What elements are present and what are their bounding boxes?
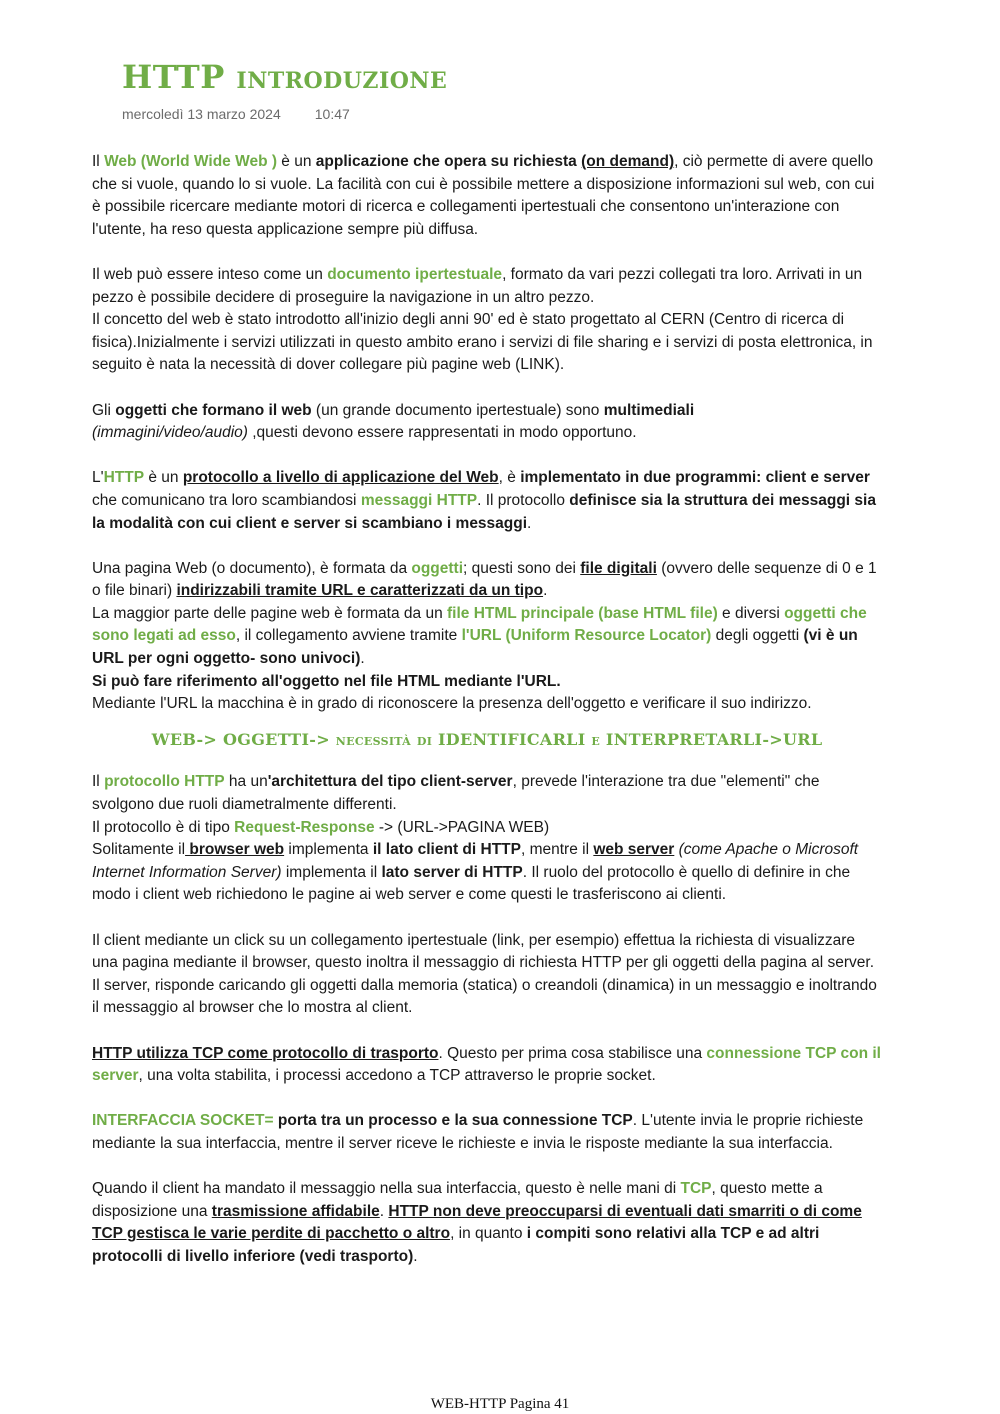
italic-run: (come Apache o Microsoft Internet Information Server): [92, 841, 859, 881]
highlight-run: connessione TCP con il server: [92, 1044, 881, 1085]
timestamp: [122, 106, 350, 122]
text-run: Una pagina Web (o documento), è formata da: [92, 559, 412, 577]
text-run: Il web può essere inteso come un: [92, 265, 328, 283]
underlined-run: protocollo a livello di applicazione del Web: [182, 469, 499, 487]
highlight-http: HTTP: [103, 469, 145, 487]
text-run: e diversi: [717, 604, 785, 622]
text-run: -> (URL->PAGINA WEB): [374, 818, 550, 836]
italic-run: (immagini/video/audio): [92, 424, 248, 442]
text-run: , il collegamento avviene tramite: [235, 627, 462, 645]
text-run: è un: [144, 469, 183, 487]
text-run: Solitamente il: [92, 841, 186, 859]
highlight-run: oggetti che sono legati ad esso: [92, 604, 867, 645]
text-run: . Il protocollo: [477, 491, 570, 509]
paragraph-hypertext: [92, 264, 882, 377]
underlined-run: indirizzabili tramite URL e caratterizzati da un tipo: [176, 582, 544, 600]
text-run: .: [413, 1247, 418, 1265]
text-run: . Il ruolo del protocollo è quello di definire in che modo i client web richiedono le pagine ai web server e come questi le trasferiscono ai clienti.: [92, 863, 851, 904]
bold-run: 'architettura del tipo client-server: [267, 773, 513, 791]
text-run: .: [360, 650, 365, 668]
bold-run: il lato client di HTTP: [372, 841, 521, 859]
text-run: Il: [92, 153, 105, 170]
text-run: Il client mediante un click su un collegamento ipertestuale (link, per esempio) effettua la richiesta di visualizzare una pagina mediante il browser, questo inoltra il messaggio di richiesta HTTP per gli oggetti della pagina al server. Il server, risponde caricando gli oggetti dalla memoria (statica) o creandoli (dinamica) in un messaggio e inoltrando il messaggio al browser che lo mostra al client.: [92, 931, 877, 1017]
text-run: ha un: [224, 773, 268, 791]
text-run: , in quanto: [450, 1225, 527, 1243]
bold-run: definisce sia la struttura dei messaggi sia la modalità con cui client e server si scambiano i messaggi: [92, 491, 876, 532]
text-run: . L'utente invia le proprie richieste mediante la sua interfaccia, mentre il server riceve le richieste e invia le risposte mediante la sua interfaccia.: [92, 1112, 864, 1152]
highlight-run: messaggi HTTP: [360, 491, 478, 509]
paragraph-socket: [92, 1110, 882, 1155]
underlined-run: web server: [593, 841, 675, 859]
underlined-run: HTTP non deve preoccuparsi di eventuali dati smarriti o di come TCP gestisca le varie perdite di pacchetto o altro: [92, 1202, 862, 1243]
text-run: La maggior parte delle pagine web è formata da un: [92, 604, 448, 622]
text-run: implementa il: [281, 863, 382, 881]
highlight-run: oggetti: [411, 559, 464, 577]
underlined-run: browser web: [185, 841, 285, 859]
text-run: Il protocollo è di tipo: [92, 818, 235, 836]
page-title: HTTP introduzione: [122, 58, 448, 96]
bold-run: i compiti sono relativi alla TCP e ad altri protocolli di livello inferiore (vedi trasporto): [92, 1225, 820, 1265]
paragraph-client-server: [92, 771, 882, 907]
highlight-run: l'URL (Uniform Resource Locator): [461, 627, 712, 645]
highlight-hypertext: documento ipertestuale: [327, 265, 503, 283]
bold-run: multimediali: [603, 401, 695, 419]
text-run: degli oggetti: [711, 627, 804, 645]
text-run: implementa: [284, 841, 373, 859]
text-run: (un grande documento ipertestuale) sono: [311, 401, 604, 419]
underlined-on-demand: (on demand): [581, 153, 675, 170]
underlined-run: trasmissione affidabile: [211, 1202, 380, 1220]
text-run: , una volta stabilita, i processi accedono a TCP attraverso le proprie socket.: [138, 1067, 656, 1085]
paragraph-reliability: [92, 1178, 882, 1268]
document-body: [92, 151, 882, 1291]
bold-run: applicazione che opera su richiesta: [315, 153, 582, 170]
text-run: Il concetto del web è stato introdotto all'inizio degli anni 90' ed è stato progettato al CERN (Centro di ricerca di fisica).Inizialmente i servizi utilizzati in questo ambito erano i servizi di file sharing e i servizi di posta elettronica, in seguito è nata la necessità di dover collegare più pagine web (LINK).: [92, 311, 873, 374]
text-run: che comunicano tra loro scambiandosi: [92, 491, 361, 509]
bold-run: (vi è un URL per ogni oggetto- sono univoci): [92, 627, 858, 668]
bold-run: implementato in due programmi: client e server: [520, 469, 870, 487]
text-run: .: [379, 1202, 389, 1220]
text-run: è un: [277, 153, 316, 170]
paragraph-http: [92, 467, 882, 535]
text-run: , è: [498, 469, 521, 487]
page-footer: WEB-HTTP Pagina 41: [430, 1396, 570, 1412]
paragraph-web-page: [92, 558, 882, 716]
text-run: .: [543, 582, 548, 600]
highlight-run: file HTML principale (base HTML file): [447, 604, 718, 622]
text-run: .: [527, 514, 532, 532]
underlined-run: HTTP utilizza TCP come protocollo di trasporto: [92, 1044, 439, 1062]
section-heading: WEB-> OGGETTI-> necessità di IDENTIFICARLI e INTERPRETARLI->URL: [151, 730, 823, 750]
paragraph-objects: [92, 400, 882, 445]
bold-run: Si può fare riferimento all'oggetto nel file HTML mediante l'URL.: [92, 672, 561, 690]
highlight-run: protocollo HTTP: [104, 773, 225, 791]
text-run: . Questo per prima cosa stabilisce una: [438, 1044, 707, 1062]
text-run: Quando il client ha mandato il messaggio nella sua interfaccia, questo è nelle mani di: [92, 1180, 681, 1198]
text-run: (ovvero delle sequenze di 0 e 1 o file binari): [92, 559, 877, 600]
text-run: Gli: [92, 401, 116, 419]
date-text: mercoledì 13 marzo 2024: [122, 106, 281, 122]
highlight-run: INTERFACCIA SOCKET=: [92, 1112, 274, 1130]
text-run: L': [92, 469, 104, 487]
bold-run: porta tra un processo e la sua connessione TCP: [277, 1112, 633, 1130]
text-run: , ciò permette di avere quello che si vuole, quando lo si vuole. La facilità con cui è possibile mettere a disposizione informazioni sul web, con cui è possibile ricercare mediante motori di ricerca e collegamenti ipertestuali che consentono un'interazione con l'utente, ha reso questa applicazione sempre più diffusa.: [92, 153, 875, 238]
paragraph-tcp: [92, 1043, 882, 1088]
text-run: Il: [92, 773, 105, 791]
highlight-run: Request-Response: [234, 818, 375, 836]
text-run: , mentre il: [520, 841, 594, 859]
text-run: ; questi sono dei: [463, 559, 581, 577]
highlight-web: Web (World Wide Web ): [104, 153, 277, 170]
text-run: , prevede l'interazione tra due "elementi" che svolgono due ruoli diametralmente differenti.: [92, 773, 820, 814]
text-run: , formato da vari pezzi collegati tra loro. Arrivati in un pezzo è possibile decidere di proseguire la navigazione in un altro pezzo.: [92, 265, 863, 306]
text-run: , questo mette a disposizione una: [92, 1180, 823, 1220]
underlined-run: file digitali: [580, 559, 657, 577]
paragraph-request-flow: [92, 930, 882, 1020]
text-run: Mediante l'URL la macchina è in grado di riconoscere la presenza dell'oggetto e verificare il suo indirizzo.: [92, 695, 812, 713]
paragraph-web-intro: [92, 151, 882, 241]
bold-run: lato server di HTTP: [381, 863, 523, 881]
time-text: 10:47: [314, 106, 350, 122]
highlight-run: TCP: [680, 1180, 712, 1198]
text-run: ,questi devono essere rappresentati in modo opportuno.: [247, 424, 637, 442]
bold-run: oggetti che formano il web: [115, 401, 312, 419]
